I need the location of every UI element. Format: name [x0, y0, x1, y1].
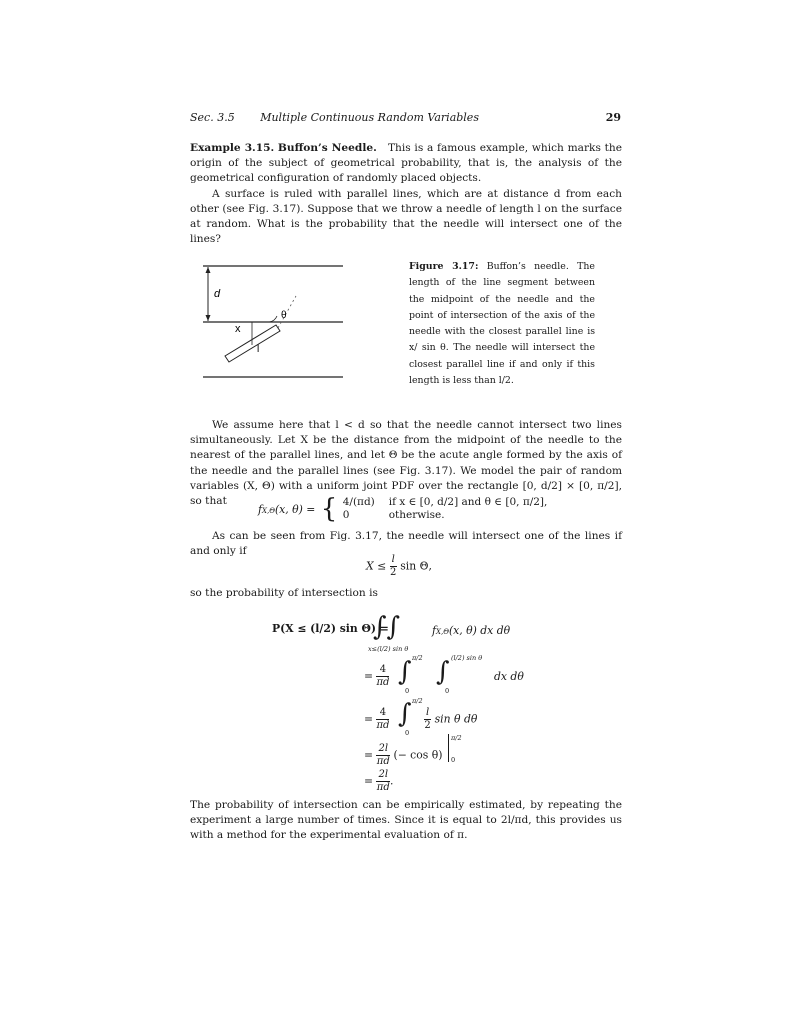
section-number: Sec. 3.5 [190, 111, 235, 124]
line2-lower-inner: 0 [445, 687, 450, 695]
double-integral-sign: ∫∫ [373, 612, 401, 642]
example-setup: A surface is ruled with parallel lines, which are at distance d from each other (see Fig. 3.17). Suppose that we throw a needle of length l on the surface at random. What is the probability that the needle will intersect one of the lines? [190, 187, 622, 246]
condition-rhs: sin Θ, [400, 559, 432, 573]
line2-coef-den: πd [376, 677, 390, 688]
example-name: Buffon’s Needle. [277, 142, 377, 154]
running-header [190, 111, 479, 124]
so-probability-text: so the probability of intersection is [190, 587, 378, 599]
condition-lhs: X ≤ [366, 559, 387, 573]
line3-upper: π/2 [412, 697, 423, 705]
line3-coef-den: πd [376, 720, 390, 731]
condition-den: 2 [390, 567, 397, 578]
integrand-f: f [432, 624, 436, 637]
evaluation-bar [448, 734, 449, 762]
line3-lower: 0 [405, 729, 410, 737]
pdf-args: (x, θ) = [274, 502, 316, 516]
angle-arc [269, 316, 277, 322]
line4-rest: (− cos θ) [393, 748, 443, 762]
so-probability-line [190, 586, 622, 601]
page-number: 29 [605, 111, 621, 124]
needle [225, 325, 280, 362]
derivation-line-1 [272, 622, 389, 635]
pdf-case2-value: 0 [342, 509, 350, 521]
example-label: Example 3.15. [190, 142, 275, 154]
conclusion-text: The probability of intersection can be empirically estimated, by repeating the experiment a large number of times. Since it is equal to 2l/πd, this provides us with a method for the experimental evaluation of π. [190, 799, 622, 842]
integrand-sub: X,Θ [436, 628, 449, 636]
label-l: l [257, 344, 260, 355]
line4-upper: π/2 [451, 734, 462, 742]
pdf-case2-condition: otherwise. [388, 509, 445, 521]
line3-frac-den: 2 [424, 720, 431, 731]
pdf-case1-value: 4/(πd) [342, 496, 375, 508]
eq-sign-5: = [364, 774, 374, 788]
derivation-line-5: = $\frac{2l}{\pi d}$ . [364, 769, 394, 793]
label-d: d [214, 288, 221, 300]
line3-rest: sin θ dθ [434, 712, 478, 726]
eq-sign-3: = [364, 712, 374, 726]
line2-rest: dx dθ [494, 670, 524, 683]
buffon-needle-figure [195, 258, 355, 384]
pdf-case1-condition: if x ∈ [0, d/2] and θ ∈ [0, π/2], [388, 496, 548, 508]
derivation-line-3 [364, 707, 389, 732]
line4-coef-num: 2l [378, 743, 389, 754]
intersection-condition [366, 554, 432, 579]
outer-integral-sign: ∫ [398, 657, 412, 687]
line2-upper-inner: (l/2) sin θ [451, 654, 483, 662]
caption-text: Buffon’s needle. The length of the line segment between the midpoint of the needle and the point of intersection of the axis of the needle with the closest parallel line is x/ sin θ. The needle will intersect the closest parallel line if and only if this length is less than l/2. [409, 261, 595, 387]
line4-coef-den: πd [376, 756, 390, 767]
inner-integral-sign: ∫ [436, 657, 450, 687]
as-seen-text: As can be seen from Fig. 3.17, the needle will intersect one of the lines if and only if [190, 530, 622, 558]
line3-coef-num: 4 [376, 707, 389, 720]
conclusion-paragraph [190, 798, 622, 844]
pdf-equation: fX,Θ(x, θ) = { 4/(πd) if x ∈ [0, d/2] and θ ∈ [0, π/2], 0 otherwise. [258, 494, 548, 524]
line5-den: πd [376, 782, 390, 793]
line3-frac-num: l [426, 707, 430, 718]
caption-label: Figure 3.17: [409, 261, 479, 272]
figure-caption [409, 259, 595, 389]
example-paragraph [190, 141, 622, 247]
section-title: Multiple Continuous Random Variables [260, 111, 479, 124]
line2-lower-outer: 0 [405, 687, 410, 695]
label-theta: θ [281, 310, 287, 321]
double-integrand [432, 624, 510, 637]
probability-lhs: P(X ≤ (l/2) sin Θ) = [272, 622, 389, 635]
line5-num: 2l [378, 769, 389, 780]
assumption-text: We assume here that l < d so that the needle cannot intersect two lines simultaneously. Let X be the distance from the midpoint of the needle to the nearest of the parallel lines, and let Θ be the acute angle formed by the axis of the needle and the parallel lines (see Fig. 3.17). We model the pair of random variables (X, Θ) with a uniform joint PDF over the rectangle [0, d/2] × [0, π/2], so that [190, 419, 622, 508]
line3-body [424, 707, 477, 732]
pdf-f: f [258, 502, 262, 516]
line2-upper-outer: π/2 [412, 654, 423, 662]
integrand-rest: (x, θ) dx dθ [448, 624, 511, 637]
label-x: x [235, 323, 241, 335]
example-intro: This is a famous example, which marks the origin of the subject of geometrical probability, that is, the analysis of the geometrical configuration of randomly placed objects. [190, 142, 622, 185]
derivation-line-2 [364, 664, 389, 689]
line2-coef-num: 4 [376, 664, 389, 677]
condition-num: l [391, 554, 395, 565]
pdf-sub: X,Θ [262, 506, 275, 515]
eq-sign-2: = [364, 669, 374, 683]
derivation-line-4 [364, 743, 442, 768]
line3-integral-sign: ∫ [398, 699, 412, 729]
integration-region: x≤(l/2) sin θ [368, 645, 409, 653]
eq-sign-4: = [364, 748, 374, 762]
line4-lower: 0 [451, 756, 456, 764]
